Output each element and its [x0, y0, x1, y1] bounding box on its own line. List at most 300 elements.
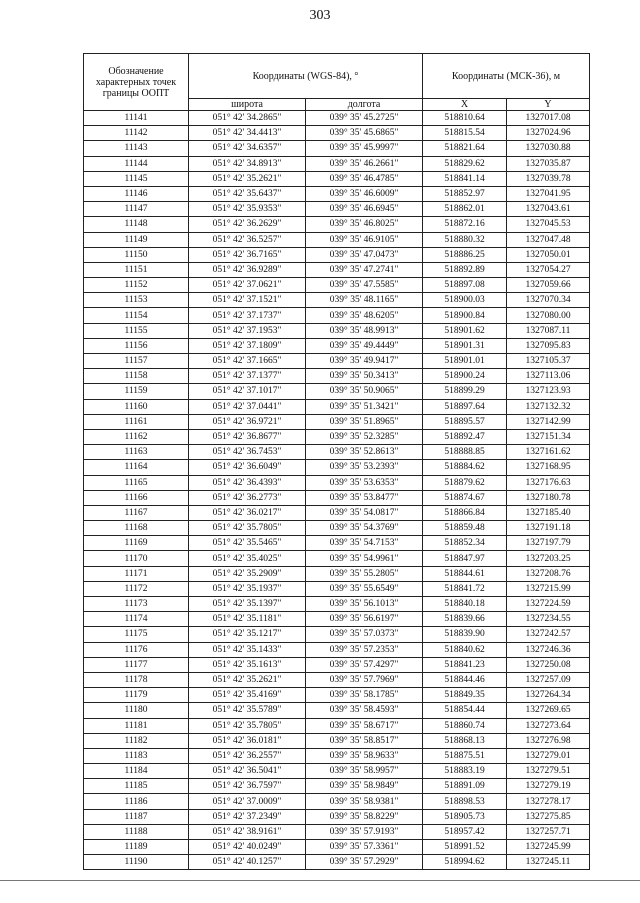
longitude-cell: 039° 35' 50.9065" — [306, 384, 423, 399]
latitude-cell: 051° 42' 34.4413" — [189, 126, 306, 141]
latitude-cell: 051° 42' 37.2349" — [189, 809, 306, 824]
latitude-cell: 051° 42' 35.6437" — [189, 186, 306, 201]
point-id-cell: 11157 — [84, 354, 189, 369]
point-id-cell: 11162 — [84, 429, 189, 444]
longitude-cell: 039° 35' 58.9381" — [306, 794, 423, 809]
longitude-cell: 039° 35' 45.6865" — [306, 126, 423, 141]
x-cell: 518847.97 — [423, 551, 507, 566]
header-x: X — [423, 99, 507, 111]
table-row — [84, 642, 590, 657]
longitude-cell: 039° 35' 53.6353" — [306, 475, 423, 490]
y-cell: 1327242.57 — [507, 627, 590, 642]
y-cell: 1327278.17 — [507, 794, 590, 809]
table-row — [84, 323, 590, 338]
point-id-cell: 11180 — [84, 703, 189, 718]
y-cell: 1327132.32 — [507, 399, 590, 414]
point-id-cell: 11173 — [84, 597, 189, 612]
longitude-cell: 039° 35' 57.0373" — [306, 627, 423, 642]
y-cell: 1327257.09 — [507, 672, 590, 687]
x-cell: 518840.62 — [423, 642, 507, 657]
x-cell: 518991.52 — [423, 840, 507, 855]
longitude-cell: 039° 35' 58.1785" — [306, 688, 423, 703]
y-cell: 1327030.88 — [507, 141, 590, 156]
latitude-cell: 051° 42' 37.0441" — [189, 399, 306, 414]
latitude-cell: 051° 42' 36.2557" — [189, 748, 306, 763]
latitude-cell: 051° 42' 40.1257" — [189, 855, 306, 870]
y-cell: 1327208.76 — [507, 566, 590, 581]
longitude-cell: 039° 35' 45.9997" — [306, 141, 423, 156]
table-row — [84, 475, 590, 490]
latitude-cell: 051° 42' 37.1377" — [189, 369, 306, 384]
point-id-cell: 11156 — [84, 338, 189, 353]
longitude-cell: 039° 35' 54.3769" — [306, 521, 423, 536]
table-row — [84, 232, 590, 247]
x-cell: 518901.01 — [423, 354, 507, 369]
longitude-cell: 039° 35' 49.9417" — [306, 354, 423, 369]
x-cell: 518895.57 — [423, 414, 507, 429]
y-cell: 1327054.27 — [507, 262, 590, 277]
table-row — [84, 429, 590, 444]
x-cell: 518883.19 — [423, 764, 507, 779]
y-cell: 1327161.62 — [507, 445, 590, 460]
table-row — [84, 369, 590, 384]
table-row — [84, 293, 590, 308]
table-row — [84, 490, 590, 505]
x-cell: 518844.61 — [423, 566, 507, 581]
x-cell: 518810.64 — [423, 111, 507, 126]
longitude-cell: 039° 35' 58.9849" — [306, 779, 423, 794]
y-cell: 1327180.78 — [507, 490, 590, 505]
longitude-cell: 039° 35' 57.9193" — [306, 824, 423, 839]
x-cell: 518957.42 — [423, 824, 507, 839]
longitude-cell: 039° 35' 46.2661" — [306, 156, 423, 171]
latitude-cell: 051° 42' 35.5465" — [189, 536, 306, 551]
table-header — [84, 54, 590, 111]
x-cell: 518839.90 — [423, 627, 507, 642]
latitude-cell: 051° 42' 35.4169" — [189, 688, 306, 703]
x-cell: 518872.16 — [423, 217, 507, 232]
x-cell: 518884.62 — [423, 460, 507, 475]
y-cell: 1327234.55 — [507, 612, 590, 627]
table-row — [84, 703, 590, 718]
x-cell: 518899.29 — [423, 384, 507, 399]
longitude-cell: 039° 35' 54.7153" — [306, 536, 423, 551]
x-cell: 518897.08 — [423, 278, 507, 293]
point-id-cell: 11159 — [84, 384, 189, 399]
table-row — [84, 247, 590, 262]
y-cell: 1327279.01 — [507, 748, 590, 763]
latitude-cell: 051° 42' 38.9161" — [189, 824, 306, 839]
y-cell: 1327113.06 — [507, 369, 590, 384]
point-id-cell: 11165 — [84, 475, 189, 490]
x-cell: 518841.14 — [423, 171, 507, 186]
y-cell: 1327279.19 — [507, 779, 590, 794]
y-cell: 1327197.79 — [507, 536, 590, 551]
table-row — [84, 141, 590, 156]
table-row — [84, 657, 590, 672]
longitude-cell: 039° 35' 47.5585" — [306, 278, 423, 293]
longitude-cell: 039° 35' 58.6717" — [306, 718, 423, 733]
point-id-cell: 11183 — [84, 748, 189, 763]
latitude-cell: 051° 42' 36.0217" — [189, 505, 306, 520]
latitude-cell: 051° 42' 37.1737" — [189, 308, 306, 323]
latitude-cell: 051° 42' 37.1521" — [189, 293, 306, 308]
point-id-cell: 11188 — [84, 824, 189, 839]
y-cell: 1327257.71 — [507, 824, 590, 839]
x-cell: 518905.73 — [423, 809, 507, 824]
longitude-cell: 039° 35' 47.0473" — [306, 247, 423, 262]
point-id-cell: 11150 — [84, 247, 189, 262]
y-cell: 1327039.78 — [507, 171, 590, 186]
y-cell: 1327105.37 — [507, 354, 590, 369]
longitude-cell: 039° 35' 57.3361" — [306, 840, 423, 855]
table-row — [84, 126, 590, 141]
table-row — [84, 536, 590, 551]
table-row — [84, 612, 590, 627]
table-row — [84, 521, 590, 536]
point-id-cell: 11153 — [84, 293, 189, 308]
latitude-cell: 051° 42' 37.0009" — [189, 794, 306, 809]
point-id-cell: 11169 — [84, 536, 189, 551]
latitude-cell: 051° 42' 36.9721" — [189, 414, 306, 429]
x-cell: 518821.64 — [423, 141, 507, 156]
x-cell: 518897.64 — [423, 399, 507, 414]
point-id-cell: 11143 — [84, 141, 189, 156]
latitude-cell: 051° 42' 35.1937" — [189, 581, 306, 596]
header-wgs84: Координаты (WGS-84), ° — [189, 54, 423, 99]
table-body — [84, 111, 590, 870]
table-row — [84, 111, 590, 126]
y-cell: 1327045.53 — [507, 217, 590, 232]
point-id-cell: 11175 — [84, 627, 189, 642]
y-cell: 1327043.61 — [507, 202, 590, 217]
latitude-cell: 051° 42' 36.2629" — [189, 217, 306, 232]
longitude-cell: 039° 35' 46.4785" — [306, 171, 423, 186]
latitude-cell: 051° 42' 36.9289" — [189, 262, 306, 277]
x-cell: 518880.32 — [423, 232, 507, 247]
latitude-cell: 051° 42' 36.4393" — [189, 475, 306, 490]
table-row — [84, 414, 590, 429]
point-id-cell: 11164 — [84, 460, 189, 475]
x-cell: 518841.72 — [423, 581, 507, 596]
y-cell: 1327245.11 — [507, 855, 590, 870]
point-id-cell: 11158 — [84, 369, 189, 384]
point-id-cell: 11152 — [84, 278, 189, 293]
header-point-id: Обозначение характерных точек границы ООПТ — [84, 54, 189, 111]
y-cell: 1327047.48 — [507, 232, 590, 247]
longitude-cell: 039° 35' 48.6205" — [306, 308, 423, 323]
latitude-cell: 051° 42' 34.6357" — [189, 141, 306, 156]
table-row — [84, 733, 590, 748]
point-id-cell: 11176 — [84, 642, 189, 657]
point-id-cell: 11187 — [84, 809, 189, 824]
y-cell: 1327215.99 — [507, 581, 590, 596]
latitude-cell: 051° 42' 36.5041" — [189, 764, 306, 779]
x-cell: 518892.89 — [423, 262, 507, 277]
latitude-cell: 051° 42' 35.1433" — [189, 642, 306, 657]
longitude-cell: 039° 35' 53.2393" — [306, 460, 423, 475]
table-row — [84, 308, 590, 323]
y-cell: 1327050.01 — [507, 247, 590, 262]
table-row — [84, 338, 590, 353]
y-cell: 1327279.51 — [507, 764, 590, 779]
header-latitude: широта — [189, 99, 306, 111]
latitude-cell: 051° 42' 35.9353" — [189, 202, 306, 217]
point-id-cell: 11178 — [84, 672, 189, 687]
table-row — [84, 171, 590, 186]
table-row — [84, 779, 590, 794]
latitude-cell: 051° 42' 37.0621" — [189, 278, 306, 293]
longitude-cell: 039° 35' 58.8229" — [306, 809, 423, 824]
x-cell: 518901.31 — [423, 338, 507, 353]
table-row — [84, 809, 590, 824]
longitude-cell: 039° 35' 58.9957" — [306, 764, 423, 779]
longitude-cell: 039° 35' 45.2725" — [306, 111, 423, 126]
longitude-cell: 039° 35' 48.9913" — [306, 323, 423, 338]
latitude-cell: 051° 42' 37.1017" — [189, 384, 306, 399]
latitude-cell: 051° 42' 36.0181" — [189, 733, 306, 748]
x-cell: 518829.62 — [423, 156, 507, 171]
table-row — [84, 399, 590, 414]
x-cell: 518900.03 — [423, 293, 507, 308]
table-row — [84, 202, 590, 217]
y-cell: 1327095.83 — [507, 338, 590, 353]
x-cell: 518852.97 — [423, 186, 507, 201]
x-cell: 518839.66 — [423, 612, 507, 627]
point-id-cell: 11182 — [84, 733, 189, 748]
latitude-cell: 051° 42' 35.4025" — [189, 551, 306, 566]
point-id-cell: 11145 — [84, 171, 189, 186]
longitude-cell: 039° 35' 57.4297" — [306, 657, 423, 672]
latitude-cell: 051° 42' 36.7165" — [189, 247, 306, 262]
table-row — [84, 551, 590, 566]
y-cell: 1327168.95 — [507, 460, 590, 475]
latitude-cell: 051° 42' 35.5789" — [189, 703, 306, 718]
x-cell: 518852.34 — [423, 536, 507, 551]
table-row — [84, 186, 590, 201]
header-longitude: долгота — [306, 99, 423, 111]
x-cell: 518854.44 — [423, 703, 507, 718]
table-row — [84, 445, 590, 460]
x-cell: 518892.47 — [423, 429, 507, 444]
longitude-cell: 039° 35' 50.3413" — [306, 369, 423, 384]
latitude-cell: 051° 42' 35.2621" — [189, 171, 306, 186]
longitude-cell: 039° 35' 54.9961" — [306, 551, 423, 566]
x-cell: 518901.62 — [423, 323, 507, 338]
point-id-cell: 11167 — [84, 505, 189, 520]
latitude-cell: 051° 42' 36.7453" — [189, 445, 306, 460]
x-cell: 518898.53 — [423, 794, 507, 809]
x-cell: 518815.54 — [423, 126, 507, 141]
latitude-cell: 051° 42' 37.1665" — [189, 354, 306, 369]
x-cell: 518886.25 — [423, 247, 507, 262]
footer-divider — [0, 880, 640, 881]
point-id-cell: 11184 — [84, 764, 189, 779]
longitude-cell: 039° 35' 57.2353" — [306, 642, 423, 657]
table-row — [84, 840, 590, 855]
y-cell: 1327070.34 — [507, 293, 590, 308]
longitude-cell: 039° 35' 58.9633" — [306, 748, 423, 763]
point-id-cell: 11144 — [84, 156, 189, 171]
y-cell: 1327123.93 — [507, 384, 590, 399]
x-cell: 518879.62 — [423, 475, 507, 490]
longitude-cell: 039° 35' 55.2805" — [306, 566, 423, 581]
x-cell: 518840.18 — [423, 597, 507, 612]
longitude-cell: 039° 35' 49.4449" — [306, 338, 423, 353]
y-cell: 1327035.87 — [507, 156, 590, 171]
point-id-cell: 11154 — [84, 308, 189, 323]
point-id-cell: 11142 — [84, 126, 189, 141]
y-cell: 1327276.98 — [507, 733, 590, 748]
latitude-cell: 051° 42' 36.5257" — [189, 232, 306, 247]
table-row — [84, 460, 590, 475]
longitude-cell: 039° 35' 46.6945" — [306, 202, 423, 217]
x-cell: 518844.46 — [423, 672, 507, 687]
table-row — [84, 824, 590, 839]
latitude-cell: 051° 42' 36.2773" — [189, 490, 306, 505]
latitude-cell: 051° 42' 40.0249" — [189, 840, 306, 855]
point-id-cell: 11179 — [84, 688, 189, 703]
point-id-cell: 11155 — [84, 323, 189, 338]
longitude-cell: 039° 35' 57.7969" — [306, 672, 423, 687]
table-row — [84, 156, 590, 171]
point-id-cell: 11168 — [84, 521, 189, 536]
longitude-cell: 039° 35' 48.1165" — [306, 293, 423, 308]
point-id-cell: 11149 — [84, 232, 189, 247]
x-cell: 518994.62 — [423, 855, 507, 870]
y-cell: 1327269.65 — [507, 703, 590, 718]
point-id-cell: 11185 — [84, 779, 189, 794]
longitude-cell: 039° 35' 51.3421" — [306, 399, 423, 414]
point-id-cell: 11171 — [84, 566, 189, 581]
point-id-cell: 11190 — [84, 855, 189, 870]
header-msk36: Координаты (МСК-36), м — [423, 54, 590, 99]
longitude-cell: 039° 35' 52.8613" — [306, 445, 423, 460]
point-id-cell: 11177 — [84, 657, 189, 672]
longitude-cell: 039° 35' 52.3285" — [306, 429, 423, 444]
point-id-cell: 11147 — [84, 202, 189, 217]
table-row — [84, 217, 590, 232]
longitude-cell: 039° 35' 47.2741" — [306, 262, 423, 277]
point-id-cell: 11160 — [84, 399, 189, 414]
x-cell: 518862.01 — [423, 202, 507, 217]
y-cell: 1327041.95 — [507, 186, 590, 201]
table-row — [84, 597, 590, 612]
x-cell: 518868.13 — [423, 733, 507, 748]
x-cell: 518874.67 — [423, 490, 507, 505]
table-row — [84, 566, 590, 581]
y-cell: 1327191.18 — [507, 521, 590, 536]
latitude-cell: 051° 42' 35.2909" — [189, 566, 306, 581]
table-row — [84, 764, 590, 779]
latitude-cell: 051° 42' 36.8677" — [189, 429, 306, 444]
y-cell: 1327275.85 — [507, 809, 590, 824]
x-cell: 518900.84 — [423, 308, 507, 323]
y-cell: 1327245.99 — [507, 840, 590, 855]
y-cell: 1327273.64 — [507, 718, 590, 733]
longitude-cell: 039° 35' 51.8965" — [306, 414, 423, 429]
y-cell: 1327224.59 — [507, 597, 590, 612]
point-id-cell: 11161 — [84, 414, 189, 429]
table-row — [84, 262, 590, 277]
table-row — [84, 794, 590, 809]
longitude-cell: 039° 35' 58.4593" — [306, 703, 423, 718]
page-number: 303 — [309, 8, 331, 23]
latitude-cell: 051° 42' 35.7805" — [189, 521, 306, 536]
x-cell: 518860.74 — [423, 718, 507, 733]
point-id-cell: 11148 — [84, 217, 189, 232]
y-cell: 1327142.99 — [507, 414, 590, 429]
table-row — [84, 278, 590, 293]
y-cell: 1327087.11 — [507, 323, 590, 338]
y-cell: 1327176.63 — [507, 475, 590, 490]
x-cell: 518891.09 — [423, 779, 507, 794]
header-y: Y — [507, 99, 590, 111]
x-cell: 518841.23 — [423, 657, 507, 672]
y-cell: 1327246.36 — [507, 642, 590, 657]
y-cell: 1327024.96 — [507, 126, 590, 141]
point-id-cell: 11141 — [84, 111, 189, 126]
point-id-cell: 11166 — [84, 490, 189, 505]
x-cell: 518900.24 — [423, 369, 507, 384]
latitude-cell: 051° 42' 37.1809" — [189, 338, 306, 353]
longitude-cell: 039° 35' 56.6197" — [306, 612, 423, 627]
table-row — [84, 505, 590, 520]
point-id-cell: 11172 — [84, 581, 189, 596]
x-cell: 518849.35 — [423, 688, 507, 703]
x-cell: 518866.84 — [423, 505, 507, 520]
coordinates-table — [83, 53, 590, 870]
longitude-cell: 039° 35' 46.9105" — [306, 232, 423, 247]
table-row — [84, 855, 590, 870]
x-cell: 518859.48 — [423, 521, 507, 536]
y-cell: 1327264.34 — [507, 688, 590, 703]
point-id-cell: 11186 — [84, 794, 189, 809]
table-row — [84, 627, 590, 642]
y-cell: 1327250.08 — [507, 657, 590, 672]
latitude-cell: 051° 42' 35.1397" — [189, 597, 306, 612]
point-id-cell: 11146 — [84, 186, 189, 201]
latitude-cell: 051° 42' 34.8913" — [189, 156, 306, 171]
point-id-cell: 11163 — [84, 445, 189, 460]
longitude-cell: 039° 35' 56.1013" — [306, 597, 423, 612]
table-row — [84, 672, 590, 687]
y-cell: 1327185.40 — [507, 505, 590, 520]
longitude-cell: 039° 35' 55.6549" — [306, 581, 423, 596]
y-cell: 1327151.34 — [507, 429, 590, 444]
point-id-cell: 11189 — [84, 840, 189, 855]
x-cell: 518875.51 — [423, 748, 507, 763]
point-id-cell: 11181 — [84, 718, 189, 733]
y-cell: 1327017.08 — [507, 111, 590, 126]
point-id-cell: 11170 — [84, 551, 189, 566]
x-cell: 518888.85 — [423, 445, 507, 460]
y-cell: 1327203.25 — [507, 551, 590, 566]
latitude-cell: 051° 42' 36.7597" — [189, 779, 306, 794]
latitude-cell: 051° 42' 35.1613" — [189, 657, 306, 672]
longitude-cell: 039° 35' 58.8517" — [306, 733, 423, 748]
latitude-cell: 051° 42' 37.1953" — [189, 323, 306, 338]
longitude-cell: 039° 35' 46.8025" — [306, 217, 423, 232]
table-row — [84, 581, 590, 596]
latitude-cell: 051° 42' 35.1217" — [189, 627, 306, 642]
latitude-cell: 051° 42' 35.2621" — [189, 672, 306, 687]
table-row — [84, 354, 590, 369]
y-cell: 1327059.66 — [507, 278, 590, 293]
table-row — [84, 748, 590, 763]
table-row — [84, 718, 590, 733]
latitude-cell: 051° 42' 36.6049" — [189, 460, 306, 475]
